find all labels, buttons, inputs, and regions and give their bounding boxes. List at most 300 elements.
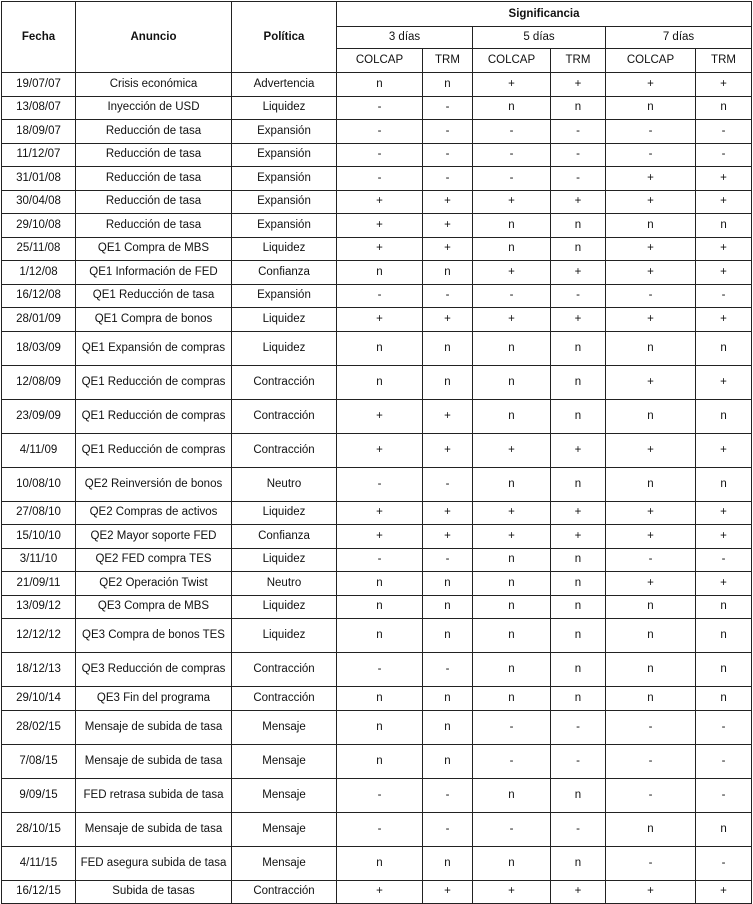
- colcap-3-cell: +: [337, 237, 423, 261]
- colcap-3-cell: n: [337, 710, 423, 744]
- anuncio-cell: QE3 Fin del programa: [76, 687, 232, 711]
- fecha-cell: 9/09/15: [2, 778, 76, 812]
- fecha-cell: 13/08/07: [2, 96, 76, 120]
- table-row: [2, 548, 752, 572]
- trm-5-cell: -: [551, 167, 606, 191]
- politica-cell: Expansión: [232, 143, 337, 167]
- header-3-dias: 3 días: [337, 27, 473, 49]
- colcap-7-cell: -: [606, 744, 696, 778]
- colcap-3-cell: +: [337, 399, 423, 433]
- colcap-5-cell: +: [473, 261, 551, 285]
- table-row: [2, 365, 752, 399]
- trm-3-cell: +: [423, 308, 473, 332]
- anuncio-cell: QE2 Compras de activos: [76, 501, 232, 525]
- fecha-cell: 28/02/15: [2, 710, 76, 744]
- trm-3-cell: -: [423, 96, 473, 120]
- trm-5-cell: n: [551, 653, 606, 687]
- politica-cell: Expansión: [232, 190, 337, 214]
- trm-7-cell: n: [696, 619, 752, 653]
- fecha-cell: 18/09/07: [2, 120, 76, 144]
- anuncio-cell: QE1 Reducción de compras: [76, 365, 232, 399]
- colcap-5-cell: -: [473, 710, 551, 744]
- colcap-7-cell: +: [606, 167, 696, 191]
- anuncio-cell: QE1 Compra de bonos: [76, 308, 232, 332]
- trm-5-cell: -: [551, 710, 606, 744]
- politica-cell: Expansión: [232, 167, 337, 191]
- colcap-3-cell: +: [337, 501, 423, 525]
- colcap-5-cell: +: [473, 501, 551, 525]
- trm-5-cell: n: [551, 96, 606, 120]
- trm-5-cell: +: [551, 501, 606, 525]
- trm-5-cell: n: [551, 595, 606, 619]
- header-anuncio: Anuncio: [76, 2, 232, 73]
- colcap-3-cell: -: [337, 778, 423, 812]
- colcap-5-cell: n: [473, 778, 551, 812]
- trm-7-cell: n: [696, 96, 752, 120]
- trm-7-cell: n: [696, 653, 752, 687]
- colcap-3-cell: n: [337, 846, 423, 880]
- colcap-3-cell: n: [337, 261, 423, 285]
- colcap-5-cell: +: [473, 525, 551, 549]
- colcap-7-cell: +: [606, 308, 696, 332]
- trm-5-cell: -: [551, 120, 606, 144]
- fecha-cell: 28/10/15: [2, 812, 76, 846]
- colcap-3-cell: n: [337, 619, 423, 653]
- colcap-7-cell: n: [606, 687, 696, 711]
- table-row: [2, 261, 752, 285]
- colcap-5-cell: n: [473, 96, 551, 120]
- politica-cell: Contracción: [232, 433, 337, 467]
- table-row: [2, 744, 752, 778]
- fecha-cell: 18/03/09: [2, 331, 76, 365]
- table-row: [2, 525, 752, 549]
- header-colcap-5: COLCAP: [473, 49, 551, 73]
- colcap-5-cell: +: [473, 880, 551, 904]
- colcap-3-cell: -: [337, 120, 423, 144]
- colcap-7-cell: n: [606, 331, 696, 365]
- trm-3-cell: n: [423, 710, 473, 744]
- table-row: [2, 190, 752, 214]
- trm-7-cell: n: [696, 467, 752, 501]
- trm-5-cell: +: [551, 261, 606, 285]
- fecha-cell: 29/10/08: [2, 214, 76, 238]
- trm-3-cell: +: [423, 214, 473, 238]
- colcap-7-cell: n: [606, 619, 696, 653]
- fecha-cell: 3/11/10: [2, 548, 76, 572]
- trm-3-cell: n: [423, 572, 473, 596]
- table-row: [2, 572, 752, 596]
- header-trm-5: TRM: [551, 49, 606, 73]
- anuncio-cell: QE1 Reducción de compras: [76, 433, 232, 467]
- trm-7-cell: +: [696, 525, 752, 549]
- anuncio-cell: QE3 Compra de bonos TES: [76, 619, 232, 653]
- fecha-cell: 16/12/08: [2, 284, 76, 308]
- trm-5-cell: n: [551, 331, 606, 365]
- colcap-7-cell: n: [606, 653, 696, 687]
- trm-3-cell: +: [423, 237, 473, 261]
- colcap-5-cell: +: [473, 73, 551, 97]
- trm-3-cell: -: [423, 143, 473, 167]
- anuncio-cell: QE1 Información de FED: [76, 261, 232, 285]
- colcap-7-cell: -: [606, 284, 696, 308]
- politica-cell: Expansión: [232, 214, 337, 238]
- colcap-3-cell: +: [337, 433, 423, 467]
- anuncio-cell: Reducción de tasa: [76, 190, 232, 214]
- fecha-cell: 19/07/07: [2, 73, 76, 97]
- politica-cell: Liquidez: [232, 595, 337, 619]
- colcap-3-cell: n: [337, 744, 423, 778]
- colcap-7-cell: +: [606, 261, 696, 285]
- colcap-5-cell: n: [473, 687, 551, 711]
- table-row: [2, 619, 752, 653]
- fecha-cell: 29/10/14: [2, 687, 76, 711]
- trm-5-cell: n: [551, 846, 606, 880]
- politica-cell: Contracción: [232, 365, 337, 399]
- anuncio-cell: Mensaje de subida de tasa: [76, 744, 232, 778]
- table-row: [2, 96, 752, 120]
- colcap-5-cell: n: [473, 572, 551, 596]
- fecha-cell: 12/12/12: [2, 619, 76, 653]
- table-row: [2, 308, 752, 332]
- fecha-cell: 13/09/12: [2, 595, 76, 619]
- fecha-cell: 25/11/08: [2, 237, 76, 261]
- colcap-5-cell: -: [473, 284, 551, 308]
- trm-5-cell: n: [551, 572, 606, 596]
- trm-7-cell: -: [696, 143, 752, 167]
- colcap-7-cell: +: [606, 190, 696, 214]
- anuncio-cell: Crisis económica: [76, 73, 232, 97]
- significance-table: [1, 1, 752, 904]
- trm-7-cell: +: [696, 880, 752, 904]
- anuncio-cell: Reducción de tasa: [76, 214, 232, 238]
- politica-cell: Expansión: [232, 284, 337, 308]
- anuncio-cell: QE2 FED compra TES: [76, 548, 232, 572]
- table-body: [2, 73, 752, 904]
- colcap-3-cell: +: [337, 190, 423, 214]
- colcap-3-cell: +: [337, 308, 423, 332]
- colcap-7-cell: +: [606, 501, 696, 525]
- politica-cell: Mensaje: [232, 744, 337, 778]
- anuncio-cell: QE1 Compra de MBS: [76, 237, 232, 261]
- trm-3-cell: n: [423, 365, 473, 399]
- colcap-5-cell: +: [473, 190, 551, 214]
- trm-3-cell: n: [423, 73, 473, 97]
- anuncio-cell: Inyección de USD: [76, 96, 232, 120]
- fecha-cell: 28/01/09: [2, 308, 76, 332]
- table-row: [2, 284, 752, 308]
- politica-cell: Liquidez: [232, 331, 337, 365]
- trm-5-cell: +: [551, 525, 606, 549]
- trm-3-cell: -: [423, 548, 473, 572]
- trm-5-cell: +: [551, 73, 606, 97]
- politica-cell: Contracción: [232, 880, 337, 904]
- trm-7-cell: +: [696, 73, 752, 97]
- colcap-7-cell: -: [606, 120, 696, 144]
- colcap-7-cell: -: [606, 846, 696, 880]
- trm-7-cell: -: [696, 284, 752, 308]
- trm-3-cell: n: [423, 595, 473, 619]
- fecha-cell: 18/12/13: [2, 653, 76, 687]
- colcap-7-cell: +: [606, 365, 696, 399]
- table-row: [2, 214, 752, 238]
- trm-3-cell: n: [423, 744, 473, 778]
- colcap-5-cell: n: [473, 331, 551, 365]
- trm-5-cell: +: [551, 880, 606, 904]
- anuncio-cell: QE1 Reducción de compras: [76, 399, 232, 433]
- politica-cell: Mensaje: [232, 710, 337, 744]
- trm-5-cell: n: [551, 778, 606, 812]
- trm-7-cell: +: [696, 501, 752, 525]
- trm-7-cell: n: [696, 687, 752, 711]
- trm-7-cell: -: [696, 120, 752, 144]
- table-row: [2, 143, 752, 167]
- trm-7-cell: +: [696, 308, 752, 332]
- colcap-5-cell: n: [473, 619, 551, 653]
- colcap-7-cell: +: [606, 237, 696, 261]
- colcap-5-cell: n: [473, 548, 551, 572]
- trm-5-cell: n: [551, 548, 606, 572]
- trm-7-cell: n: [696, 812, 752, 846]
- colcap-7-cell: -: [606, 143, 696, 167]
- trm-7-cell: n: [696, 214, 752, 238]
- table-row: [2, 778, 752, 812]
- trm-5-cell: n: [551, 467, 606, 501]
- trm-5-cell: n: [551, 619, 606, 653]
- fecha-cell: 21/09/11: [2, 572, 76, 596]
- colcap-3-cell: n: [337, 687, 423, 711]
- politica-cell: Advertencia: [232, 73, 337, 97]
- table-row: [2, 167, 752, 191]
- colcap-7-cell: +: [606, 433, 696, 467]
- trm-7-cell: +: [696, 572, 752, 596]
- colcap-7-cell: +: [606, 73, 696, 97]
- politica-cell: Neutro: [232, 572, 337, 596]
- trm-7-cell: -: [696, 710, 752, 744]
- politica-cell: Expansión: [232, 120, 337, 144]
- trm-7-cell: n: [696, 399, 752, 433]
- colcap-7-cell: n: [606, 399, 696, 433]
- fecha-cell: 4/11/15: [2, 846, 76, 880]
- fecha-cell: 30/04/08: [2, 190, 76, 214]
- colcap-5-cell: -: [473, 143, 551, 167]
- politica-cell: Neutro: [232, 467, 337, 501]
- trm-3-cell: +: [423, 880, 473, 904]
- colcap-3-cell: -: [337, 284, 423, 308]
- trm-3-cell: +: [423, 501, 473, 525]
- anuncio-cell: Reducción de tasa: [76, 120, 232, 144]
- colcap-5-cell: n: [473, 467, 551, 501]
- trm-5-cell: +: [551, 433, 606, 467]
- trm-3-cell: +: [423, 433, 473, 467]
- colcap-5-cell: +: [473, 433, 551, 467]
- trm-3-cell: +: [423, 525, 473, 549]
- trm-3-cell: n: [423, 846, 473, 880]
- table-row: [2, 687, 752, 711]
- colcap-7-cell: +: [606, 880, 696, 904]
- trm-7-cell: +: [696, 365, 752, 399]
- colcap-5-cell: -: [473, 744, 551, 778]
- table-row: [2, 880, 752, 904]
- table-row: [2, 331, 752, 365]
- colcap-5-cell: n: [473, 365, 551, 399]
- trm-3-cell: n: [423, 261, 473, 285]
- politica-cell: Liquidez: [232, 619, 337, 653]
- anuncio-cell: QE2 Operación Twist: [76, 572, 232, 596]
- colcap-3-cell: n: [337, 365, 423, 399]
- table-row: [2, 595, 752, 619]
- trm-7-cell: -: [696, 846, 752, 880]
- table-row: [2, 501, 752, 525]
- colcap-3-cell: -: [337, 812, 423, 846]
- colcap-5-cell: n: [473, 237, 551, 261]
- trm-3-cell: -: [423, 778, 473, 812]
- fecha-cell: 27/08/10: [2, 501, 76, 525]
- politica-cell: Confianza: [232, 261, 337, 285]
- colcap-3-cell: -: [337, 548, 423, 572]
- trm-5-cell: +: [551, 190, 606, 214]
- trm-3-cell: +: [423, 190, 473, 214]
- trm-7-cell: +: [696, 237, 752, 261]
- colcap-7-cell: n: [606, 812, 696, 846]
- trm-5-cell: -: [551, 284, 606, 308]
- trm-5-cell: n: [551, 399, 606, 433]
- header-colcap-7: COLCAP: [606, 49, 696, 73]
- trm-5-cell: +: [551, 308, 606, 332]
- colcap-5-cell: +: [473, 308, 551, 332]
- anuncio-cell: QE3 Reducción de compras: [76, 653, 232, 687]
- anuncio-cell: Subida de tasas: [76, 880, 232, 904]
- trm-5-cell: -: [551, 744, 606, 778]
- anuncio-cell: QE1 Expansión de compras: [76, 331, 232, 365]
- table-row: [2, 120, 752, 144]
- trm-3-cell: -: [423, 167, 473, 191]
- header-trm-7: TRM: [696, 49, 752, 73]
- colcap-7-cell: +: [606, 572, 696, 596]
- fecha-cell: 1/12/08: [2, 261, 76, 285]
- politica-cell: Confianza: [232, 525, 337, 549]
- header-trm-3: TRM: [423, 49, 473, 73]
- colcap-3-cell: -: [337, 653, 423, 687]
- colcap-5-cell: n: [473, 214, 551, 238]
- politica-cell: Contracción: [232, 399, 337, 433]
- trm-5-cell: n: [551, 687, 606, 711]
- header-politica: Política: [232, 2, 337, 73]
- politica-cell: Mensaje: [232, 812, 337, 846]
- colcap-5-cell: -: [473, 812, 551, 846]
- table-row: [2, 812, 752, 846]
- trm-5-cell: -: [551, 812, 606, 846]
- colcap-3-cell: -: [337, 167, 423, 191]
- trm-3-cell: n: [423, 331, 473, 365]
- colcap-5-cell: n: [473, 846, 551, 880]
- politica-cell: Liquidez: [232, 308, 337, 332]
- anuncio-cell: QE1 Reducción de tasa: [76, 284, 232, 308]
- trm-3-cell: n: [423, 687, 473, 711]
- fecha-cell: 7/08/15: [2, 744, 76, 778]
- colcap-3-cell: -: [337, 143, 423, 167]
- fecha-cell: 11/12/07: [2, 143, 76, 167]
- anuncio-cell: Mensaje de subida de tasa: [76, 812, 232, 846]
- trm-7-cell: +: [696, 261, 752, 285]
- colcap-7-cell: -: [606, 710, 696, 744]
- table-row: [2, 237, 752, 261]
- colcap-3-cell: +: [337, 880, 423, 904]
- trm-7-cell: -: [696, 778, 752, 812]
- trm-7-cell: +: [696, 167, 752, 191]
- colcap-3-cell: -: [337, 96, 423, 120]
- table-row: [2, 73, 752, 97]
- colcap-3-cell: +: [337, 214, 423, 238]
- trm-3-cell: -: [423, 120, 473, 144]
- colcap-7-cell: -: [606, 548, 696, 572]
- table-row: [2, 467, 752, 501]
- colcap-5-cell: -: [473, 120, 551, 144]
- trm-5-cell: -: [551, 143, 606, 167]
- anuncio-cell: Reducción de tasa: [76, 143, 232, 167]
- colcap-5-cell: n: [473, 399, 551, 433]
- politica-cell: Mensaje: [232, 778, 337, 812]
- header-fecha: Fecha: [2, 2, 76, 73]
- colcap-7-cell: n: [606, 595, 696, 619]
- trm-7-cell: n: [696, 595, 752, 619]
- trm-3-cell: -: [423, 284, 473, 308]
- header-5-dias: 5 días: [473, 27, 606, 49]
- trm-5-cell: n: [551, 237, 606, 261]
- anuncio-cell: Reducción de tasa: [76, 167, 232, 191]
- fecha-cell: 31/01/08: [2, 167, 76, 191]
- politica-cell: Contracción: [232, 653, 337, 687]
- table-row: [2, 399, 752, 433]
- politica-cell: Liquidez: [232, 501, 337, 525]
- anuncio-cell: QE2 Reinversión de bonos: [76, 467, 232, 501]
- table-row: [2, 653, 752, 687]
- trm-7-cell: +: [696, 190, 752, 214]
- fecha-cell: 12/08/09: [2, 365, 76, 399]
- colcap-7-cell: +: [606, 525, 696, 549]
- table-row: [2, 846, 752, 880]
- table-row: [2, 710, 752, 744]
- trm-7-cell: -: [696, 744, 752, 778]
- colcap-3-cell: n: [337, 572, 423, 596]
- politica-cell: Mensaje: [232, 846, 337, 880]
- politica-cell: Liquidez: [232, 96, 337, 120]
- colcap-3-cell: n: [337, 595, 423, 619]
- colcap-7-cell: n: [606, 467, 696, 501]
- fecha-cell: 16/12/15: [2, 880, 76, 904]
- anuncio-cell: FED retrasa subida de tasa: [76, 778, 232, 812]
- header-colcap-3: COLCAP: [337, 49, 423, 73]
- politica-cell: Contracción: [232, 687, 337, 711]
- colcap-7-cell: n: [606, 214, 696, 238]
- colcap-7-cell: -: [606, 778, 696, 812]
- trm-3-cell: -: [423, 467, 473, 501]
- trm-5-cell: n: [551, 365, 606, 399]
- anuncio-cell: FED asegura subida de tasa: [76, 846, 232, 880]
- anuncio-cell: QE2 Mayor soporte FED: [76, 525, 232, 549]
- fecha-cell: 15/10/10: [2, 525, 76, 549]
- trm-5-cell: n: [551, 214, 606, 238]
- trm-3-cell: -: [423, 812, 473, 846]
- trm-7-cell: +: [696, 433, 752, 467]
- trm-7-cell: n: [696, 331, 752, 365]
- table-row: [2, 433, 752, 467]
- trm-3-cell: n: [423, 619, 473, 653]
- colcap-7-cell: n: [606, 96, 696, 120]
- trm-7-cell: -: [696, 548, 752, 572]
- colcap-5-cell: n: [473, 595, 551, 619]
- header-significancia: Significancia: [337, 2, 752, 27]
- colcap-5-cell: -: [473, 167, 551, 191]
